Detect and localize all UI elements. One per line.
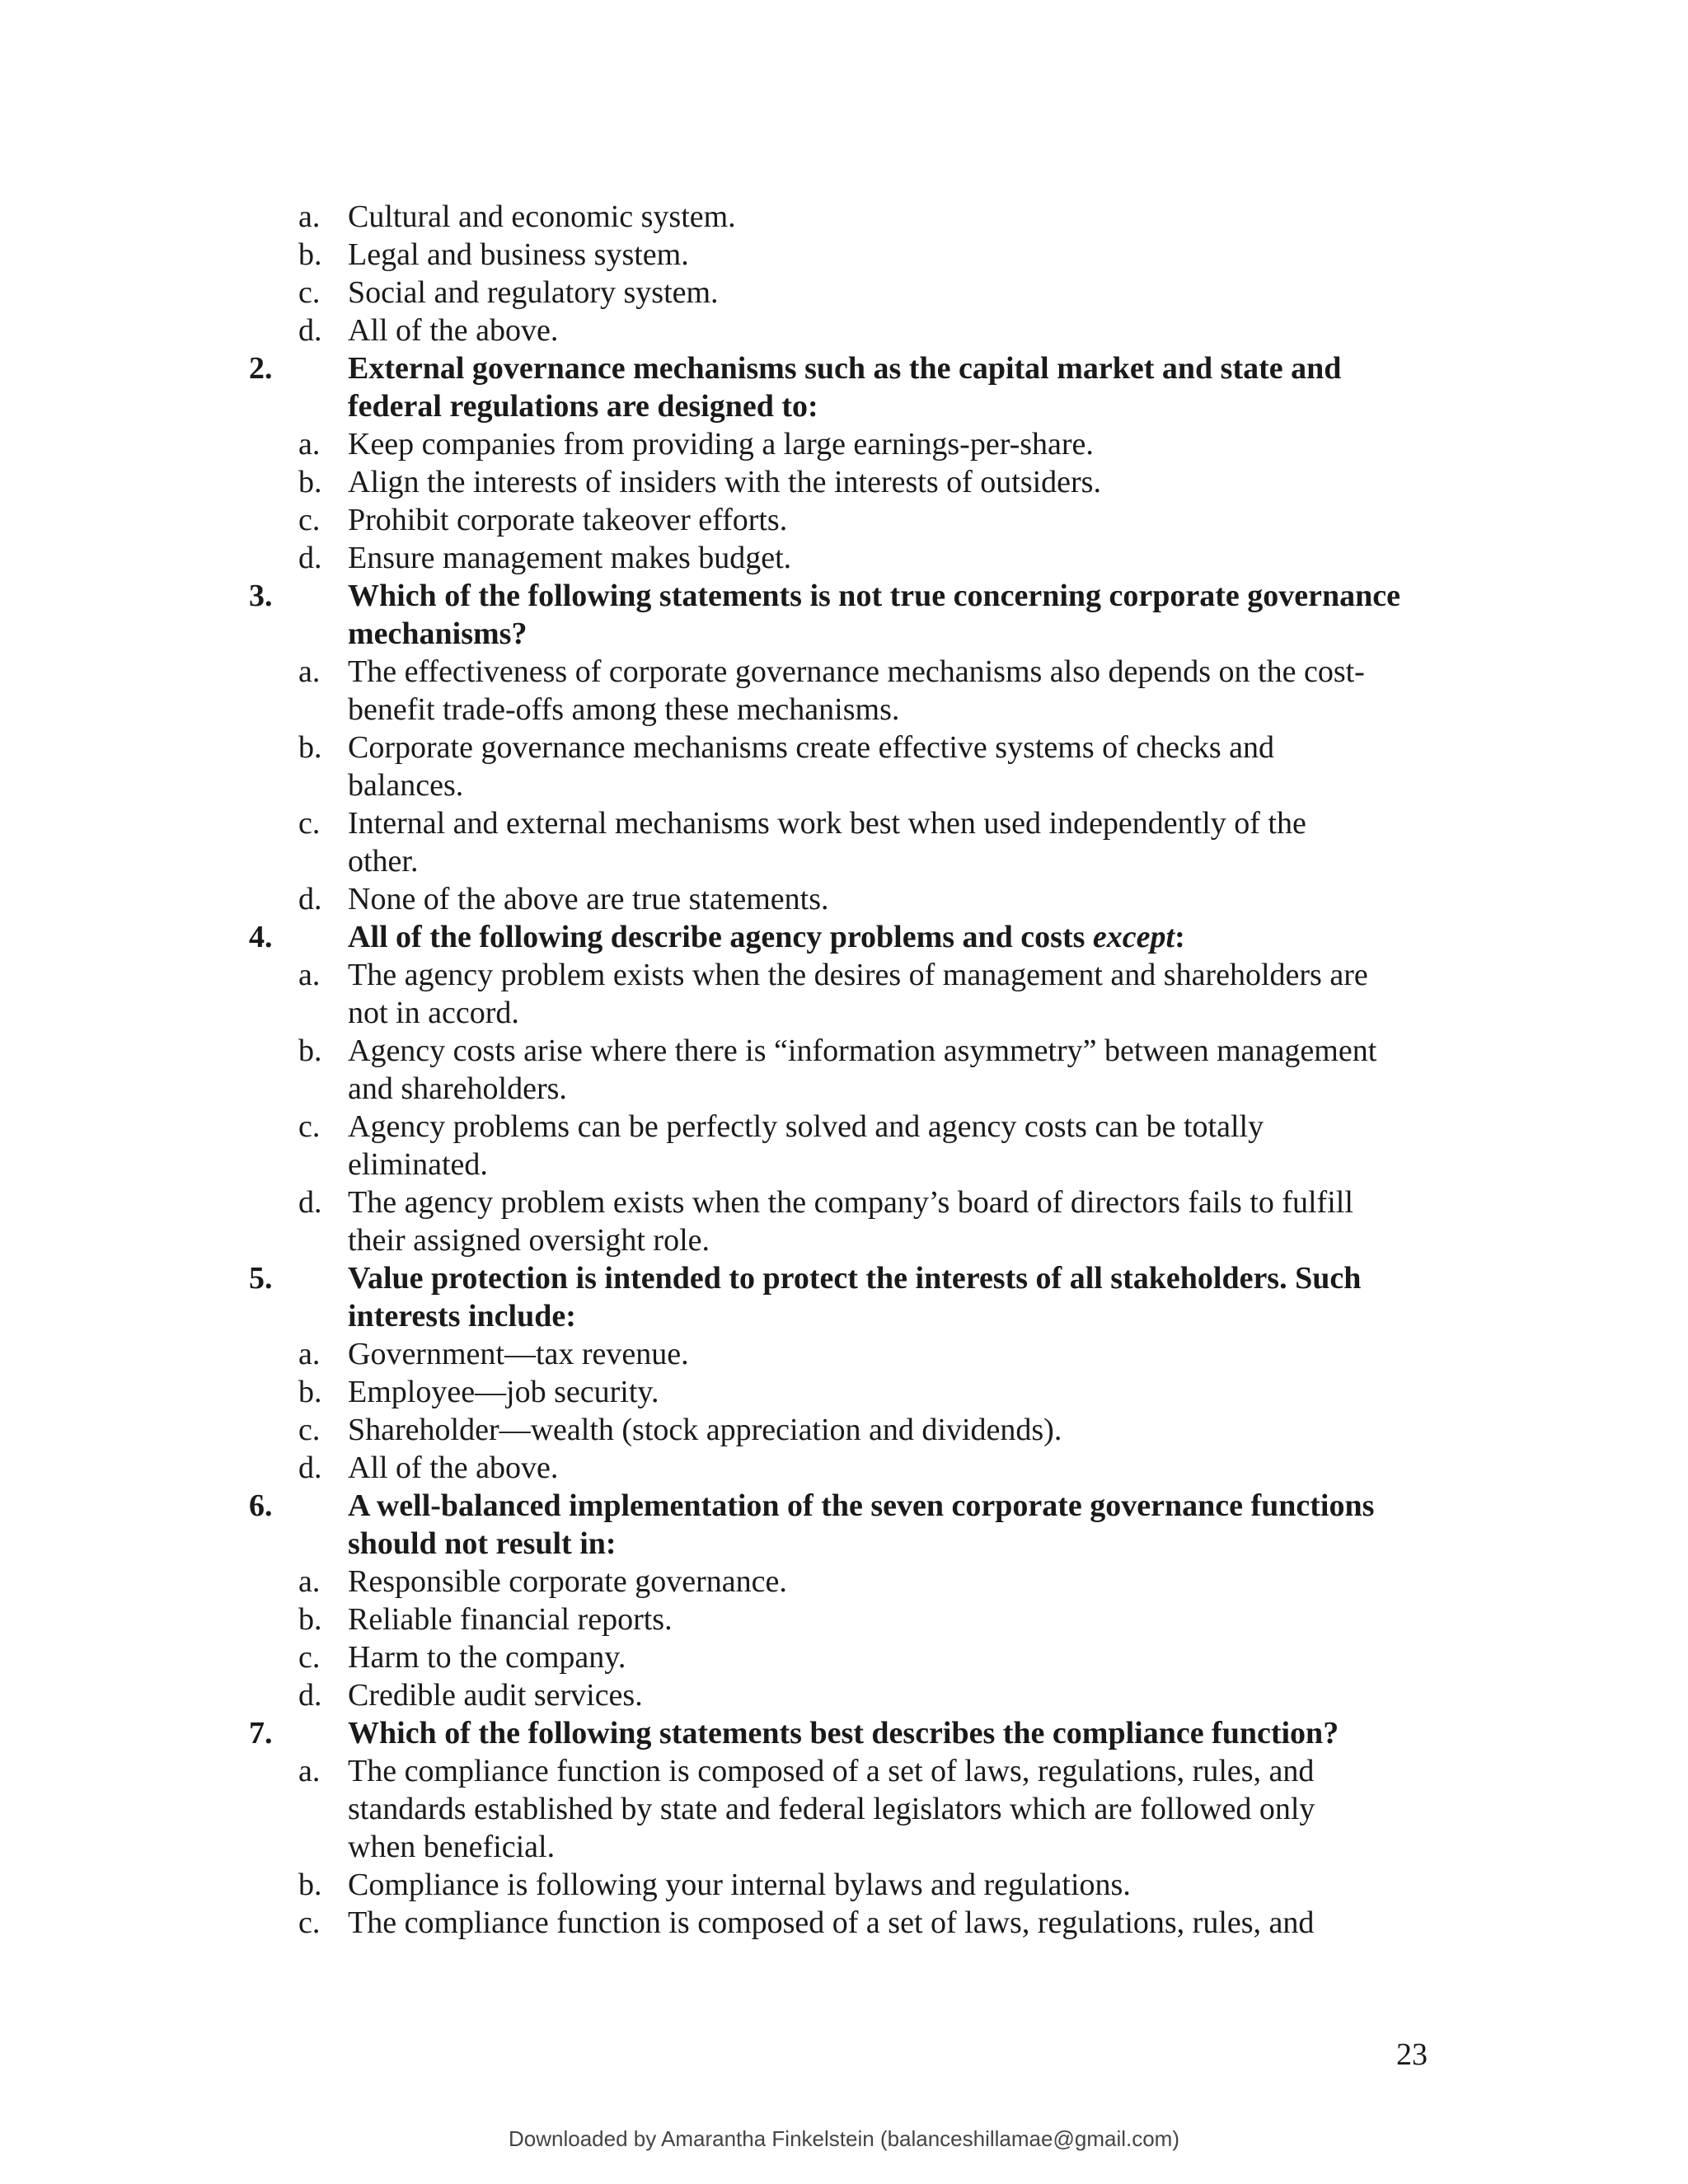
option-line xyxy=(0,1601,1688,1638)
question-line xyxy=(0,1259,1688,1297)
option-line xyxy=(0,1411,1688,1449)
question-text: mechanisms? xyxy=(348,616,528,651)
option-text: The agency problem exists when the desires of management and shareholders are xyxy=(348,958,1368,992)
question-text: Which of the following statements best describes the compliance function? xyxy=(348,1716,1339,1750)
question-line xyxy=(0,1487,1688,1525)
question-line xyxy=(0,1714,1688,1752)
option-letter: b. xyxy=(298,1375,322,1409)
option-text: Prohibit corporate takeover efforts. xyxy=(348,503,788,537)
option-line xyxy=(0,956,1688,994)
question-text-tail: : xyxy=(1175,920,1185,954)
quiz-content xyxy=(0,198,1688,1942)
option-line xyxy=(0,842,1688,880)
option-line xyxy=(0,1676,1688,1714)
option-letter: d. xyxy=(298,313,322,348)
option-letter: c. xyxy=(298,806,321,841)
option-text: benefit trade-offs among these mechanisms. xyxy=(348,692,900,727)
option-letter: b. xyxy=(298,1602,322,1637)
question-number: 5. xyxy=(249,1261,273,1296)
question-number: 4. xyxy=(249,920,273,954)
option-line xyxy=(0,1752,1688,1790)
option-letter: c. xyxy=(298,275,321,310)
option-line xyxy=(0,1221,1688,1259)
question-text: Which of the following statements is not true concerning corporate governance xyxy=(348,579,1401,613)
question-text xyxy=(348,918,1185,956)
option-line xyxy=(0,425,1688,463)
option-text: The compliance function is composed of a set of laws, regulations, rules, and xyxy=(348,1905,1315,1940)
option-text: Keep companies from providing a large earnings-per-share. xyxy=(348,427,1094,462)
option-letter: a. xyxy=(298,1754,321,1788)
option-line xyxy=(0,1373,1688,1411)
option-letter: d. xyxy=(298,1451,322,1485)
option-letter: a. xyxy=(298,958,321,992)
option-text: The agency problem exists when the company’s board of directors fails to fulfill xyxy=(348,1185,1353,1220)
option-text: The effectiveness of corporate governance mechanisms also depends on the cost- xyxy=(348,654,1365,689)
option-line xyxy=(0,653,1688,691)
option-letter: d. xyxy=(298,882,322,916)
option-line xyxy=(0,729,1688,766)
option-text: Employee—job security. xyxy=(348,1375,659,1409)
option-line xyxy=(0,501,1688,539)
question-line xyxy=(0,918,1688,956)
option-line xyxy=(0,274,1688,312)
option-letter: a. xyxy=(298,199,321,234)
option-text: Shareholder—wealth (stock appreciation and dividends). xyxy=(348,1413,1062,1447)
option-letter: d. xyxy=(298,541,322,575)
question-line xyxy=(0,387,1688,425)
option-letter: a. xyxy=(298,1337,321,1371)
option-text: Internal and external mechanisms work best when used independently of the xyxy=(348,806,1306,841)
option-text: other. xyxy=(348,844,419,879)
option-line xyxy=(0,1638,1688,1676)
option-line xyxy=(0,1070,1688,1108)
option-text: Ensure management makes budget. xyxy=(348,541,792,575)
option-text: standards established by state and federal legislators which are followed only xyxy=(348,1792,1315,1826)
option-line xyxy=(0,994,1688,1032)
option-text: when beneficial. xyxy=(348,1830,556,1864)
question-text: A well-balanced implementation of the seven corporate governance functions xyxy=(348,1488,1375,1523)
option-letter: d. xyxy=(298,1678,322,1713)
option-letter: c. xyxy=(298,1640,321,1675)
option-text: Credible audit services. xyxy=(348,1678,643,1713)
option-line xyxy=(0,1183,1688,1221)
option-text: Social and regulatory system. xyxy=(348,275,719,310)
option-line xyxy=(0,1866,1688,1904)
option-line xyxy=(0,804,1688,842)
option-line xyxy=(0,1449,1688,1487)
option-letter: b. xyxy=(298,465,322,499)
option-line xyxy=(0,1563,1688,1601)
option-line xyxy=(0,198,1688,236)
question-text: External governance mechanisms such as the capital market and state and xyxy=(348,351,1342,386)
option-line xyxy=(0,1828,1688,1866)
emphasis-except: except xyxy=(1092,920,1175,954)
option-letter: c. xyxy=(298,1109,321,1144)
option-letter: a. xyxy=(298,427,321,462)
option-line xyxy=(0,1790,1688,1828)
question-number: 3. xyxy=(249,579,273,613)
question-line xyxy=(0,1525,1688,1563)
question-text: federal regulations are designed to: xyxy=(348,389,818,424)
option-text: Agency costs arise where there is “information asymmetry” between management xyxy=(348,1033,1377,1068)
option-line xyxy=(0,880,1688,918)
download-footer: Downloaded by Amarantha Finkelstein (balanceshillamae@gmail.com) xyxy=(508,2126,1179,2151)
option-text: Responsible corporate governance. xyxy=(348,1564,787,1599)
option-letter: a. xyxy=(298,654,321,689)
option-text: not in accord. xyxy=(348,996,519,1030)
option-text: Harm to the company. xyxy=(348,1640,626,1675)
question-number: 2. xyxy=(249,351,273,386)
option-line xyxy=(0,539,1688,577)
option-line xyxy=(0,766,1688,804)
option-text: Government—tax revenue. xyxy=(348,1337,689,1371)
question-text-main: All of the following describe agency problems and costs xyxy=(348,920,1093,954)
option-line xyxy=(0,1904,1688,1942)
option-text: Cultural and economic system. xyxy=(348,199,736,234)
option-letter: b. xyxy=(298,1868,322,1902)
option-line xyxy=(0,236,1688,274)
option-letter: b. xyxy=(298,1033,322,1068)
option-line xyxy=(0,463,1688,501)
option-text: balances. xyxy=(348,768,464,803)
question-text: Value protection is intended to protect the interests of all stakeholders. Such xyxy=(348,1261,1362,1296)
option-text: Align the interests of insiders with the interests of outsiders. xyxy=(348,465,1101,499)
option-text: All of the above. xyxy=(348,1451,559,1485)
page-number: 23 xyxy=(1396,2037,1428,2072)
question-line xyxy=(0,577,1688,615)
option-line xyxy=(0,1108,1688,1146)
option-letter: b. xyxy=(298,237,322,272)
option-letter: c. xyxy=(298,503,321,537)
question-line xyxy=(0,615,1688,653)
option-text: All of the above. xyxy=(348,313,559,348)
question-number: 6. xyxy=(249,1488,273,1523)
question-text: interests include: xyxy=(348,1299,576,1333)
option-line xyxy=(0,1032,1688,1070)
option-line xyxy=(0,1146,1688,1183)
option-line xyxy=(0,1335,1688,1373)
option-letter: c. xyxy=(298,1413,321,1447)
option-text: their assigned oversight role. xyxy=(348,1223,710,1258)
option-letter: a. xyxy=(298,1564,321,1599)
option-text: Corporate governance mechanisms create effective systems of checks and xyxy=(348,730,1275,765)
option-text: and shareholders. xyxy=(348,1071,567,1106)
option-letter: d. xyxy=(298,1185,322,1220)
option-text: None of the above are true statements. xyxy=(348,882,829,916)
option-text: Agency problems can be perfectly solved and agency costs can be totally xyxy=(348,1109,1264,1144)
option-text: The compliance function is composed of a set of laws, regulations, rules, and xyxy=(348,1754,1315,1788)
option-text: eliminated. xyxy=(348,1147,488,1182)
option-text: Reliable financial reports. xyxy=(348,1602,673,1637)
question-number: 7. xyxy=(249,1716,273,1750)
question-text: should not result in: xyxy=(348,1526,617,1561)
option-line xyxy=(0,691,1688,729)
option-letter: c. xyxy=(298,1905,321,1940)
option-text: Compliance is following your internal bylaws and regulations. xyxy=(348,1868,1131,1902)
option-line xyxy=(0,312,1688,349)
option-text: Legal and business system. xyxy=(348,237,689,272)
option-letter: b. xyxy=(298,730,322,765)
question-line xyxy=(0,349,1688,387)
question-line xyxy=(0,1297,1688,1335)
